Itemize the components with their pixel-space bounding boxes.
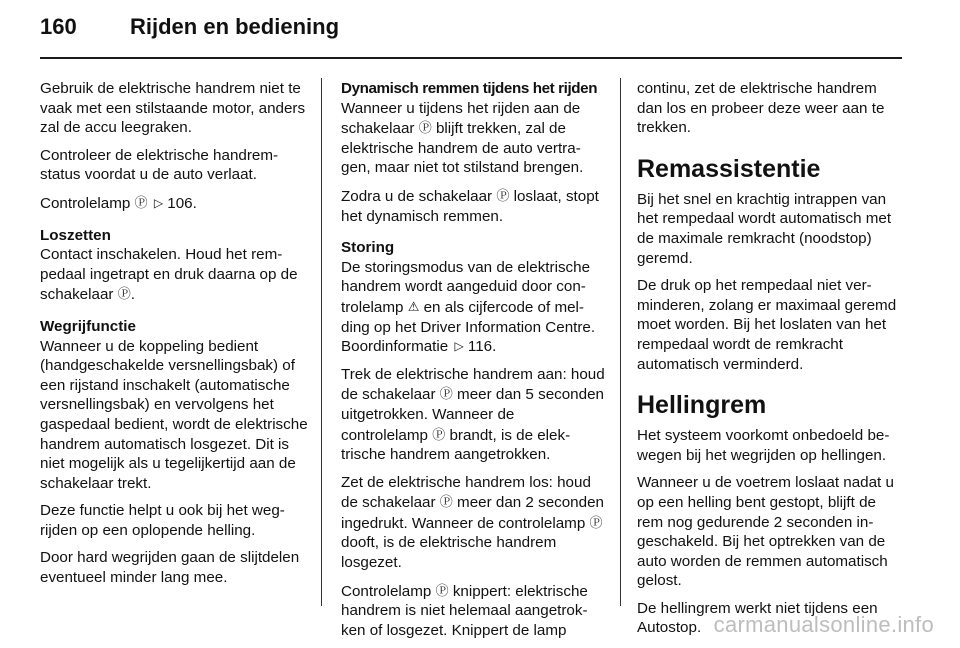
column-right <box>637 79 903 646</box>
paragraph <box>341 99 605 178</box>
paragraph: Gebruik de elektrische handrem niet te vaak met een stilstaande motor, anders zal de accu leegraken. <box>40 80 306 137</box>
parking-brake-icon: Ⓟ <box>117 286 131 302</box>
paragraph <box>341 581 605 641</box>
watermark: carmanualsonline.info <box>713 612 934 637</box>
page-reference-arrow-icon: ▷ <box>454 339 464 354</box>
section-heading-fault: Storing <box>341 239 395 257</box>
paragraph <box>341 186 605 226</box>
paragraph: Het systeem voorkomt onbedoeld bewegen bij het wegrijden op hellingen. <box>637 427 890 464</box>
page-reference-arrow-icon: ▷ <box>153 195 164 210</box>
paragraph: De hellingrem werkt niet tijdens een Autostop. <box>637 599 878 637</box>
text: Controlelamp <box>341 582 432 600</box>
page-reference: 116. <box>467 338 497 356</box>
paragraph <box>40 193 308 214</box>
page-reference: 106. <box>167 194 197 212</box>
header-divider <box>40 57 902 59</box>
text: Trek de elektrische handrem aan: houd de schakelaar <box>341 365 605 404</box>
page-number: 160 <box>40 14 77 39</box>
text: Controlelamp <box>40 194 131 212</box>
paragraph: continu, zet de elektrische handrem dan los en probeer deze weer aan te trekken. <box>637 80 885 137</box>
paragraph: De druk op het rempedaal niet verminderen, zolang er maximaal geremd moet worden. Bij het loslaten van het rempedaal wordt de remkracht automatisch verminderd. <box>637 277 897 373</box>
section-title-hill-hold: Hellingrem <box>637 391 767 420</box>
parking-brake-icon: Ⓟ <box>496 187 510 203</box>
paragraph <box>341 473 605 573</box>
paragraph <box>341 258 605 357</box>
column-left <box>40 79 308 596</box>
chapter-title: Rijden en bediening <box>130 14 340 39</box>
text: meer dan 2 seconden ingedrukt. Wanneer de controlelamp <box>341 494 604 532</box>
parking-brake-icon: Ⓟ <box>435 582 449 598</box>
parking-brake-icon: Ⓟ <box>439 494 453 510</box>
text: dooft, is de elektrische handrem losgezet. <box>341 534 557 572</box>
paragraph: Deze functie helpt u ook bij het wegrijden op een oplopende helling. <box>40 502 285 539</box>
column-divider-right <box>620 78 621 606</box>
parking-brake-icon: Ⓟ <box>134 194 148 210</box>
text: meer dan 5 seconden uitgetrokken. Wanneer de controlelamp <box>341 386 604 444</box>
parking-brake-icon: Ⓟ <box>589 514 603 530</box>
column-middle <box>341 79 605 648</box>
text: Zet de elektrische handrem los: houd de schakelaar <box>341 473 591 512</box>
text: knippert: elektrische handrem is niet helemaal aangetrokken of losgezet. Knippert de lamp <box>341 582 588 639</box>
text: De storingsmodus van de elektrische handrem wordt aangeduid door controlelamp <box>341 258 591 316</box>
paragraph: Controleer de elektrische handremstatus voordat u de auto verlaat. <box>40 146 279 184</box>
paragraph: Wanneer u de voetrem loslaat nadat u op een helling bent gestopt, blijft de rem nog gedurende 2 seconden ingeschakeld. Bij het optrekken van de auto worden de remmen automatisch gelost. <box>637 474 894 590</box>
parking-brake-icon: Ⓟ <box>418 120 432 136</box>
paragraph: Door hard wegrijden gaan de slijtdelen eventueel minder lang mee. <box>40 549 300 587</box>
section-heading-drive-away: Wegrijfunctie <box>40 317 136 335</box>
paragraph <box>341 365 605 465</box>
paragraph: Wanneer u de koppeling bedient (handgeschakelde versnellingsbak) of een rijstand inschakelt (automatische versnellingsbak) en vervolgens het gaspedaal bedient, wordt de elektrische handrem automatisch losgezet. Dit is niet mogelijk als u tegelijkertijd aan de schakelaar trekt. <box>40 337 308 492</box>
parking-brake-icon: Ⓟ <box>439 386 453 402</box>
column-divider-left <box>321 78 322 606</box>
service-warning-icon: ⚠ <box>407 298 420 314</box>
text: Contact inschakelen. Houd het rempedaal ingetrapt en druk daarna op de schakelaar <box>40 246 298 304</box>
text: Zodra u de schakelaar <box>341 187 493 205</box>
text: Wanneer u tijdens het rijden aan de schakelaar <box>341 99 581 138</box>
paragraph: Bij het snel en krachtig intrappen van het rempedaal wordt automatisch met de maximale remkracht (noodstop) geremd. <box>637 190 892 267</box>
section-title-brake-assist: Remassistentie <box>637 154 821 183</box>
text: blijft trekken, zal de elektrische handrem de auto vertragen, maar niet tot stilstand brengen. <box>341 120 584 177</box>
text: brandt, is de elektrische handrem aangetrokken. <box>341 426 571 464</box>
text: en als cijfercode of melding op het Driver Information Centre. Boordinformatie <box>341 298 596 356</box>
paragraph <box>40 245 308 305</box>
text: . <box>130 286 135 304</box>
section-heading-release: Loszetten <box>40 226 111 244</box>
section-heading-dynamic-braking: Dynamisch remmen tijdens het rijden <box>341 80 598 97</box>
text: loslaat, stopt het dynamisch remmen. <box>341 187 599 225</box>
parking-brake-icon: Ⓟ <box>432 426 446 442</box>
